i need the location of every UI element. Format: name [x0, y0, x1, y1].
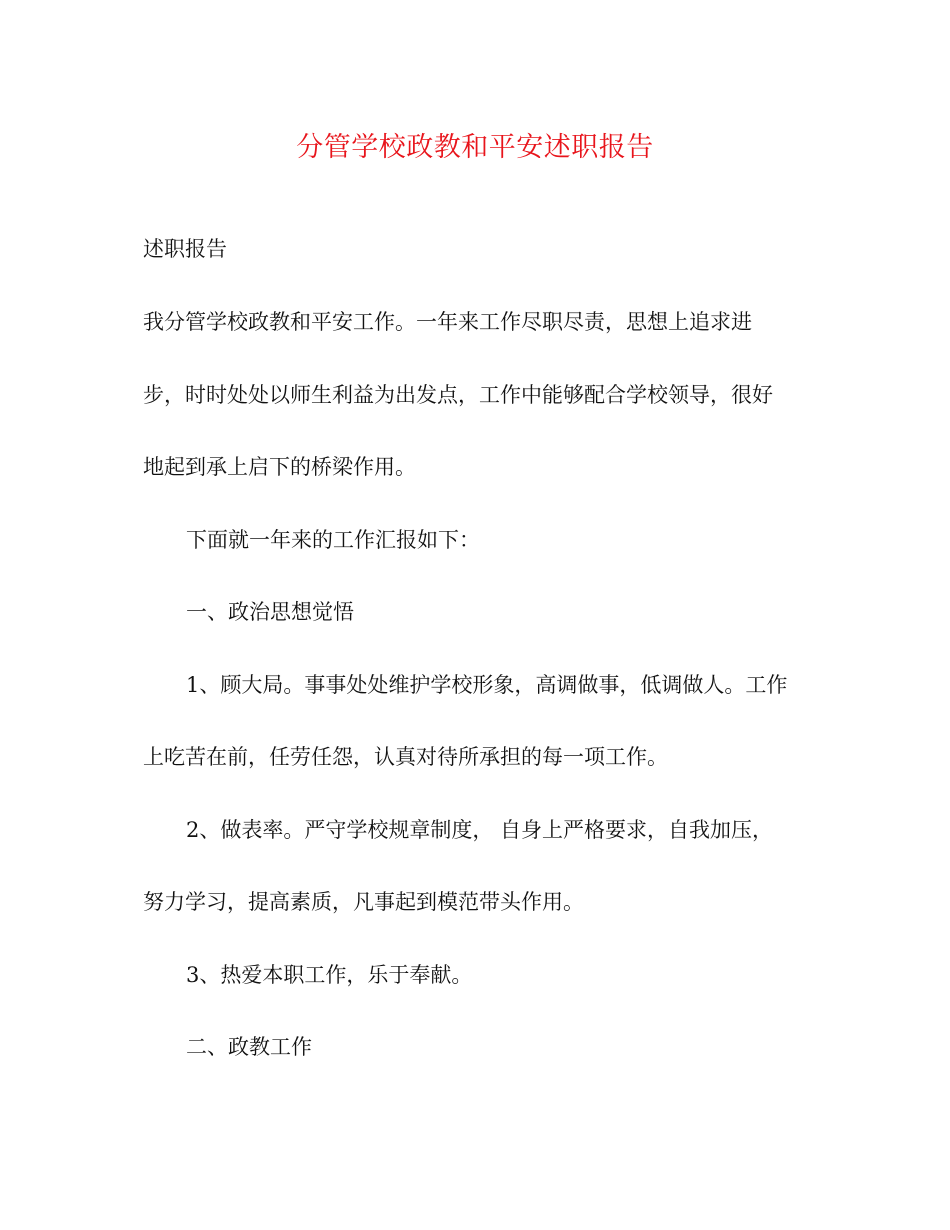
text-line: 上吃苦在前，任劳任怨，认真对待所承担的每一项工作。 [143, 745, 668, 769]
text-line: 3、热爱本职工作，乐于奉献。 [186, 963, 473, 987]
text-line: 2、做表率。严守学校规章制度， 自身上严格要求，自我加压， [186, 818, 774, 842]
section-heading: 一、政治思想觉悟 [186, 600, 354, 624]
document-title: 分管学校政教和平安述职报告 [296, 132, 654, 163]
text-line: 1、顾大局。事事处处维护学校形象，高调做事，低调做人。工作 [186, 673, 788, 697]
text-line: 地起到承上启下的桥梁作用。 [143, 455, 416, 479]
section-heading: 二、政教工作 [186, 1035, 312, 1059]
text-line: 步，时时处处以师生利益为出发点，工作中能够配合学校领导，很好 [143, 383, 773, 407]
text-line-heading: 述职报告 [143, 237, 227, 261]
text-line: 努力学习，提高素质，凡事起到模范带头作用。 [143, 890, 584, 914]
text-line: 我分管学校政教和平安工作。一年来工作尽职尽责，思想上追求进 [143, 310, 752, 334]
text-line: 下面就一年来的工作汇报如下： [186, 528, 480, 552]
